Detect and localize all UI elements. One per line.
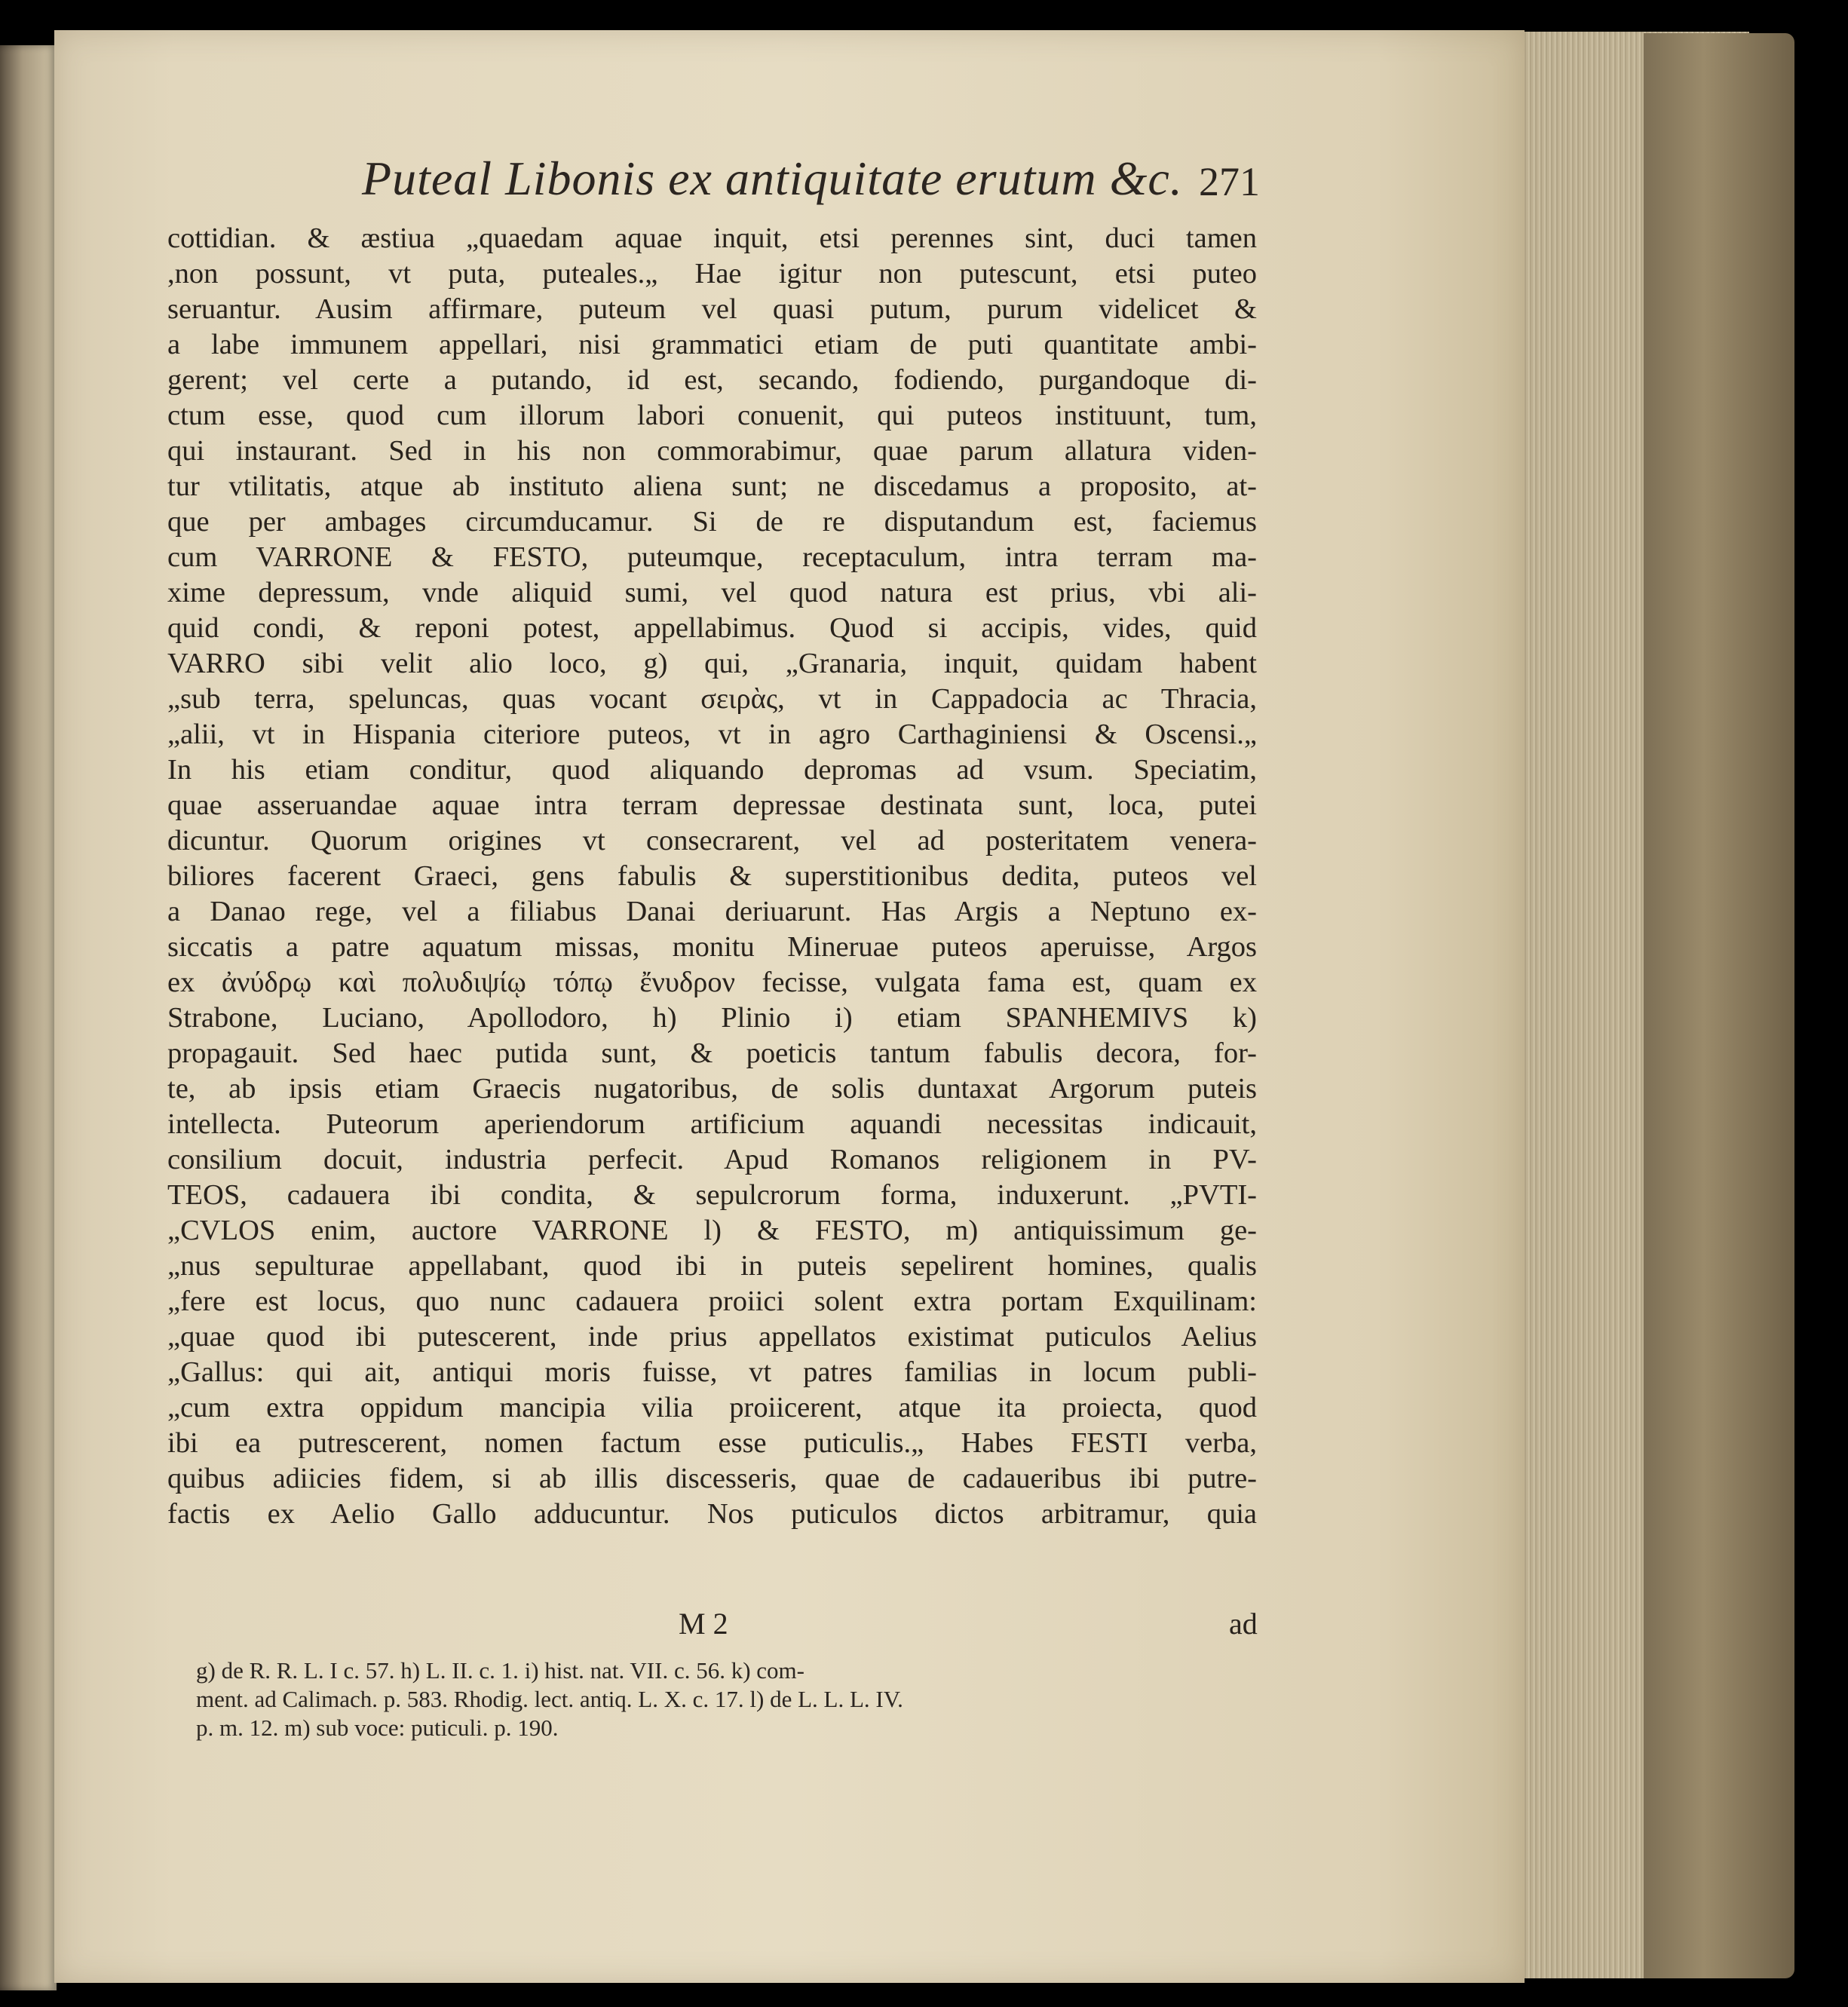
- footnote-line: ment. ad Calimach. p. 583. Rhodig. lect. antiq. L. X. c. 17. l) de L. L. L. IV.: [196, 1686, 903, 1712]
- body-line: VARRO sibi velit alio loco, g) qui, „Granaria, inquit, quidam habent: [167, 648, 1257, 679]
- body-line: consilium docuit, industria perfecit. Apud Romanos religionem in PV-: [167, 1144, 1257, 1175]
- body-line: dicuntur. Quorum origines vt consecrarent, vel ad posteritatem venera-: [167, 825, 1257, 856]
- body-line: ctum esse, quod cum illorum labori conuenit, qui puteos instituunt, tum,: [167, 400, 1257, 431]
- body-text: [167, 221, 1257, 1532]
- body-line: „Gallus: qui ait, antiqui moris fuisse, vt patres familias in locum publi-: [167, 1356, 1257, 1388]
- running-title: Puteal Libonis ex antiquitate erutum &c.: [362, 152, 1183, 205]
- book-cover-edge: [1644, 33, 1794, 1978]
- signature-mark: M 2: [679, 1607, 728, 1641]
- body-line: siccatis a patre aquatum missas, monitu Mineruae puteos aperuisse, Argos: [167, 931, 1257, 963]
- body-line: „CVLOS enim, auctore VARRONE l) & FESTO, m) antiquissimum ge-: [167, 1215, 1257, 1246]
- left-page-edge: [0, 45, 57, 1990]
- body-line: cottidian. & æstiua „quaedam aquae inquit, etsi perennes sint, duci tamen: [167, 222, 1257, 254]
- body-line: a labe immunem appellari, nisi grammatici etiam de puti quantitate ambi-: [167, 329, 1257, 360]
- body-line: qui instaurant. Sed in his non commorabimur, quae parum allatura viden-: [167, 435, 1257, 467]
- body-line: „fere est locus, quo nunc cadauera proiici solent extra portam Exquilinam:: [167, 1285, 1257, 1317]
- body-line: „alii, vt in Hispania citeriore puteos, vt in agro Carthaginiensi & Oscensi.„: [167, 719, 1257, 750]
- footnote-line: p. m. 12. m) sub voce: puticuli. p. 190.: [196, 1714, 559, 1741]
- footnote-line: g) de R. R. L. I c. 57. h) L. II. c. 1. i) hist. nat. VII. c. 56. k) com-: [196, 1657, 804, 1684]
- body-line: „nus sepulturae appellabant, quod ibi in puteis sepelirent homines, qualis: [167, 1250, 1257, 1282]
- body-line: Strabone, Luciano, Apollodoro, h) Plinio i) etiam SPANHEMIVS k): [167, 1002, 1257, 1034]
- body-line: quae asseruandae aquae intra terram depressae destinata sunt, loca, putei: [167, 789, 1257, 821]
- body-line: propagauit. Sed haec putida sunt, & poeticis tantum fabulis decora, for-: [167, 1037, 1257, 1069]
- body-line: ,non possunt, vt puta, puteales.„ Hae igitur non putescunt, etsi puteo: [167, 258, 1257, 290]
- body-line: que per ambages circumducamur. Si de re disputandum est, faciemus: [167, 506, 1257, 538]
- body-line: te, ab ipsis etiam Graecis nugatoribus, de solis duntaxat Argorum puteis: [167, 1073, 1257, 1105]
- body-line: „sub terra, speluncas, quas vocant σειρὰς, vt in Cappadocia ac Thracia,: [167, 683, 1257, 715]
- body-line: seruantur. Ausim affirmare, puteum vel quasi putum, purum videlicet &: [167, 293, 1257, 325]
- body-line: cum VARRONE & FESTO, puteumque, receptaculum, intra terram ma-: [167, 541, 1257, 573]
- body-line: factis ex Aelio Gallo adducuntur. Nos puticulos dictos arbitramur, quia: [167, 1498, 1257, 1530]
- body-line: quid condi, & reponi potest, appellabimus. Quod si accipis, vides, quid: [167, 612, 1257, 644]
- body-line: „quae quod ibi putescerent, inde prius appellatos existimat puticulos Aelius: [167, 1321, 1257, 1353]
- body-line: ibi ea putrescerent, nomen factum esse puticulis.„ Habes FESTI verba,: [167, 1427, 1257, 1459]
- body-line: „cum extra oppidum mancipia vilia proiicerent, atque ita proiecta, quod: [167, 1392, 1257, 1423]
- body-line: xime depressum, vnde aliquid sumi, vel quod natura est prius, vbi ali-: [167, 577, 1257, 608]
- body-line: In his etiam conditur, quod aliquando depromas ad vsum. Speciatim,: [167, 754, 1257, 786]
- page-number: 271: [1199, 159, 1260, 204]
- catchword: ad: [1229, 1607, 1258, 1641]
- body-line: quibus adiicies fidem, si ab illis discesseris, quae de cadaueribus ibi putre-: [167, 1463, 1257, 1494]
- footnotes: [196, 1656, 1267, 1742]
- body-line: a Danao rege, vel a filiabus Danai deriuarunt. Has Argis a Neptuno ex-: [167, 896, 1257, 927]
- body-line: TEOS, cadauera ibi condita, & sepulcrorum forma, induxerunt. „PVTI-: [167, 1179, 1257, 1211]
- body-line: ex ἀνύδρῳ καὶ πολυδιψίῳ τόπῳ ἔνυδρον fecisse, vulgata fama est, quam ex: [167, 967, 1257, 998]
- body-line: intellecta. Puteorum aperiendorum artificium aquandi necessitas indicauit,: [167, 1108, 1257, 1140]
- body-line: tur vtilitatis, atque ab instituto aliena sunt; ne discedamus a proposito, at-: [167, 470, 1257, 502]
- body-line: gerent; vel certe a putando, id est, secando, fodiendo, purgandoque di-: [167, 364, 1257, 396]
- body-line: biliores facerent Graeci, gens fabulis & superstitionibus dedita, puteos vel: [167, 860, 1257, 892]
